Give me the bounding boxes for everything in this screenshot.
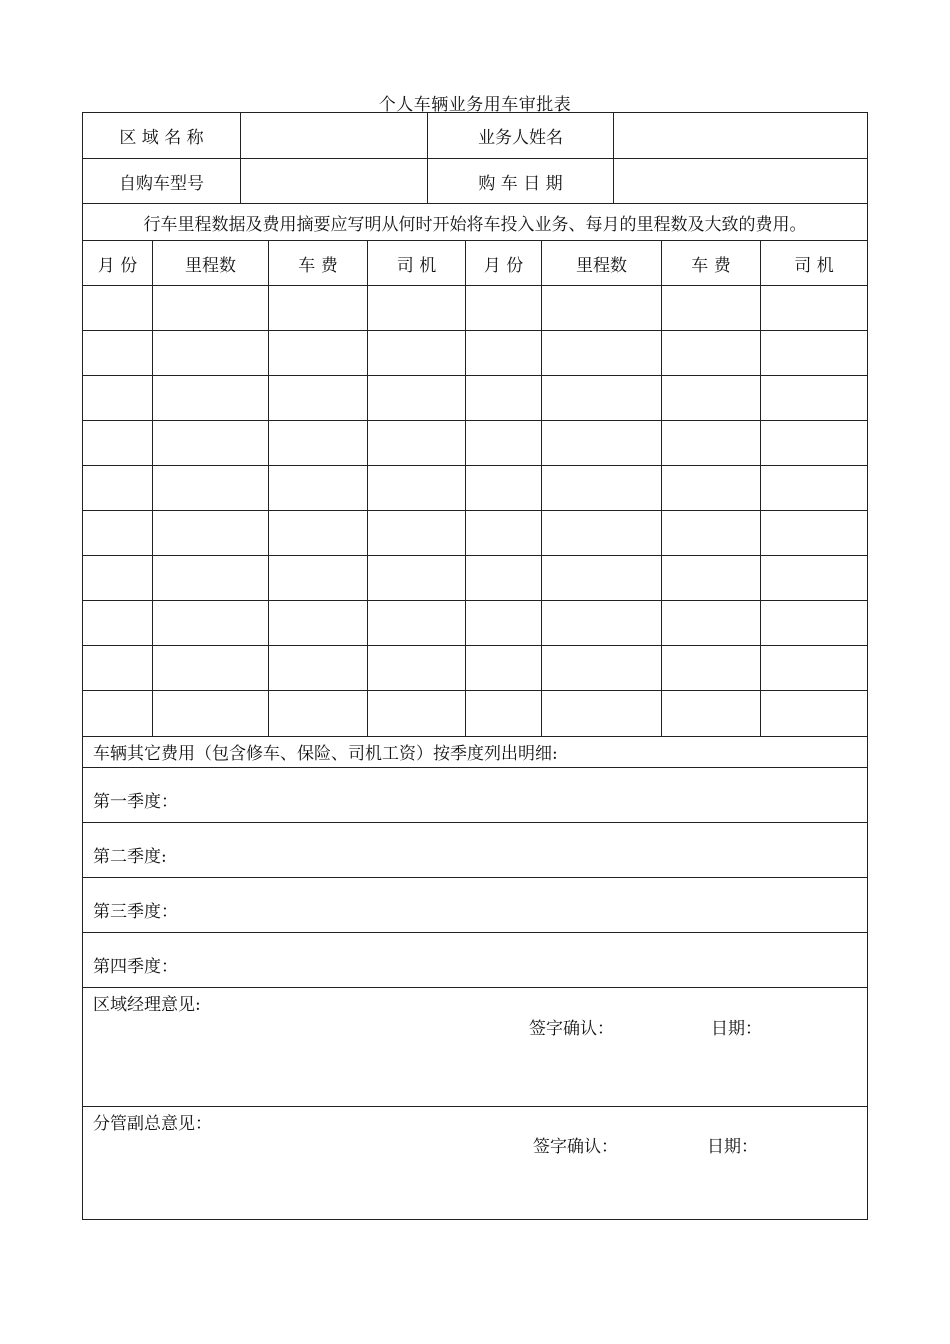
table-cell[interactable] (542, 601, 661, 645)
table-cell[interactable] (153, 511, 268, 555)
table-cell[interactable] (83, 466, 152, 510)
table-cell[interactable] (761, 511, 867, 555)
table-cell[interactable] (83, 601, 152, 645)
table-cell[interactable] (761, 466, 867, 510)
table-cell[interactable] (269, 466, 367, 510)
salesperson-name-label: 业务人姓名 (478, 128, 563, 148)
table-cell[interactable] (153, 646, 268, 690)
table-cell[interactable] (466, 691, 541, 735)
approval-form (82, 112, 868, 1220)
table-cell[interactable] (761, 331, 867, 375)
table-cell[interactable] (269, 421, 367, 465)
table-cell[interactable] (761, 286, 867, 330)
table-cell[interactable] (662, 601, 760, 645)
table-cell[interactable] (368, 556, 465, 600)
table-cell[interactable] (466, 601, 541, 645)
table-cell[interactable] (83, 646, 152, 690)
table-cell[interactable] (542, 511, 661, 555)
vice-president-date-label: 日期： (707, 1137, 758, 1157)
table-cell[interactable] (269, 691, 367, 735)
table-cell[interactable] (269, 376, 367, 420)
table-cell[interactable] (269, 556, 367, 600)
table-cell[interactable] (662, 421, 760, 465)
table-cell[interactable] (83, 556, 152, 600)
table-cell[interactable] (368, 466, 465, 510)
table-cell[interactable] (269, 286, 367, 330)
table-cell[interactable] (662, 511, 760, 555)
column-header-mileage-1: 里程数 (185, 255, 236, 276)
table-cell[interactable] (761, 601, 867, 645)
table-cell[interactable] (269, 331, 367, 375)
column-header-month-1: 月 份 (97, 255, 138, 276)
table-cell[interactable] (466, 466, 541, 510)
column-header-mileage-2: 里程数 (576, 255, 627, 276)
vice-president-signature-label: 签字确认： (533, 1137, 618, 1157)
table-cell[interactable] (542, 286, 661, 330)
table-cell[interactable] (542, 376, 661, 420)
table-cell[interactable] (153, 691, 268, 735)
table-cell[interactable] (83, 376, 152, 420)
table-cell[interactable] (542, 466, 661, 510)
region-name-label: 区 域 名 称 (119, 128, 204, 148)
table-cell[interactable] (761, 421, 867, 465)
table-cell[interactable] (542, 331, 661, 375)
table-cell[interactable] (662, 376, 760, 420)
table-cell[interactable] (83, 421, 152, 465)
table-cell[interactable] (368, 421, 465, 465)
table-cell[interactable] (761, 376, 867, 420)
table-cell[interactable] (466, 376, 541, 420)
table-cell[interactable] (466, 331, 541, 375)
table-cell[interactable] (662, 286, 760, 330)
table-cell[interactable] (466, 421, 541, 465)
region-manager-date-label: 日期： (711, 1019, 762, 1039)
table-cell[interactable] (368, 601, 465, 645)
quarter-1-label: 第一季度： (93, 792, 178, 812)
quarter-3-label: 第三季度： (93, 902, 178, 922)
table-cell[interactable] (368, 331, 465, 375)
table-cell[interactable] (662, 466, 760, 510)
region-manager-opinion-label: 区域经理意见: (93, 995, 201, 1015)
mileage-instructions: 行车里程数据及费用摘要应写明从何时开始将车投入业务、每月的里程数及大致的费用。 (143, 214, 807, 235)
column-header-car-cost-1: 车 费 (298, 255, 338, 276)
table-cell[interactable] (662, 331, 760, 375)
car-model-label: 自购车型号 (119, 173, 204, 194)
table-cell[interactable] (153, 601, 268, 645)
column-header-driver-1: 司 机 (396, 255, 437, 276)
table-cell[interactable] (542, 691, 661, 735)
table-cell[interactable] (153, 556, 268, 600)
table-cell[interactable] (269, 646, 367, 690)
purchase-date-field[interactable] (614, 159, 867, 203)
table-cell[interactable] (83, 331, 152, 375)
other-costs-label: 车辆其它费用（包含修车、保险、司机工资）按季度列出明细: (93, 744, 558, 764)
form-title: 个人车辆业务用车审批表 (378, 95, 572, 115)
table-cell[interactable] (662, 556, 760, 600)
table-cell[interactable] (368, 286, 465, 330)
car-model-field[interactable] (241, 159, 427, 203)
table-cell[interactable] (466, 556, 541, 600)
table-cell[interactable] (368, 376, 465, 420)
table-cell[interactable] (269, 511, 367, 555)
column-header-month-2: 月 份 (483, 255, 524, 276)
table-cell[interactable] (368, 691, 465, 735)
region-manager-signature-label: 签字确认： (529, 1019, 614, 1039)
table-cell[interactable] (83, 286, 152, 330)
table-cell[interactable] (153, 331, 268, 375)
table-cell[interactable] (542, 646, 661, 690)
table-cell[interactable] (466, 646, 541, 690)
table-cell[interactable] (153, 421, 268, 465)
region-name-field[interactable] (241, 113, 427, 158)
purchase-date-label: 购 车 日 期 (478, 173, 563, 194)
table-cell[interactable] (662, 646, 760, 690)
vice-president-opinion-label: 分管副总意见： (93, 1114, 212, 1134)
table-cell[interactable] (662, 691, 760, 735)
table-cell[interactable] (153, 466, 268, 510)
table-cell[interactable] (368, 511, 465, 555)
column-header-car-cost-2: 车 费 (691, 255, 731, 276)
table-cell[interactable] (368, 646, 465, 690)
table-cell[interactable] (542, 421, 661, 465)
table-cell[interactable] (761, 646, 867, 690)
table-cell[interactable] (761, 556, 867, 600)
table-cell[interactable] (83, 691, 152, 735)
table-cell[interactable] (153, 286, 268, 330)
table-cell[interactable] (542, 556, 661, 600)
quarter-2-label: 第二季度: (93, 847, 167, 867)
table-cell[interactable] (761, 691, 867, 735)
table-cell[interactable] (269, 601, 367, 645)
column-header-driver-2: 司 机 (794, 255, 834, 276)
table-cell[interactable] (466, 286, 541, 330)
salesperson-name-field[interactable] (614, 113, 867, 158)
table-cell[interactable] (83, 511, 152, 555)
table-cell[interactable] (466, 511, 541, 555)
table-cell[interactable] (153, 376, 268, 420)
quarter-4-label: 第四季度： (93, 957, 178, 977)
